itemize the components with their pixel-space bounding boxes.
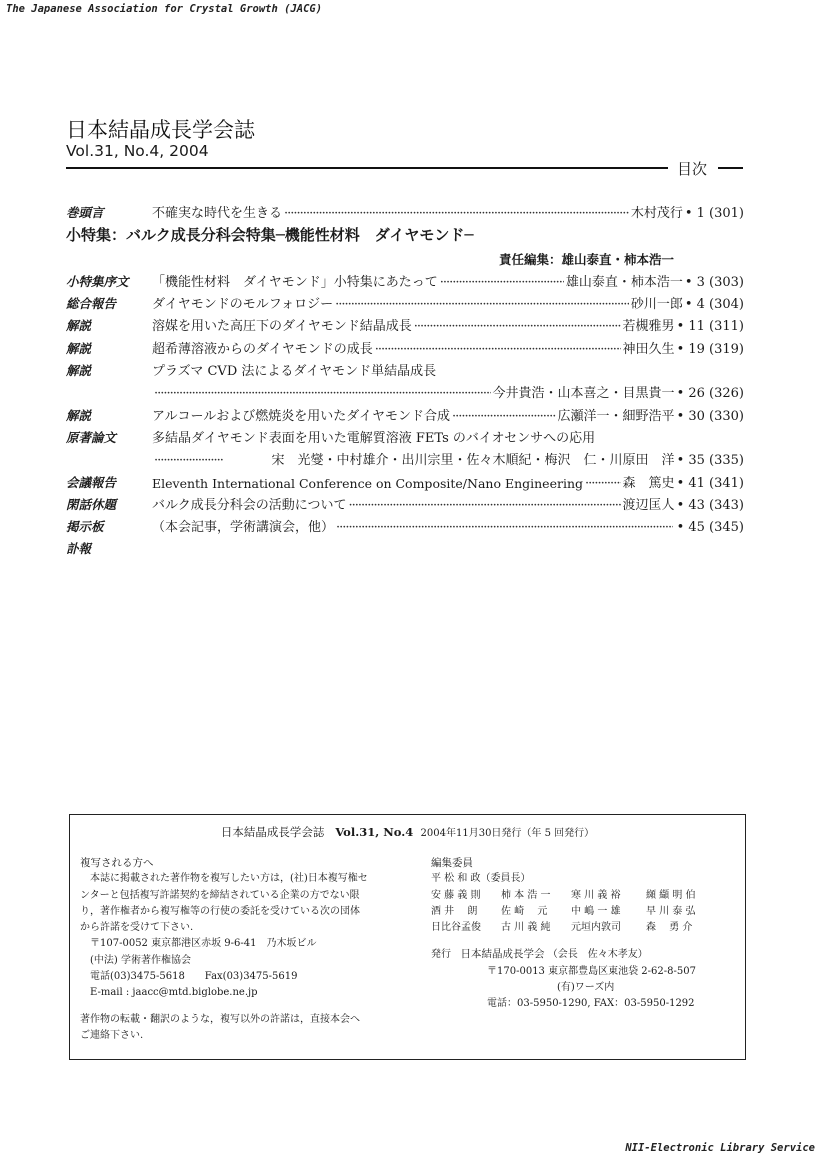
org-address: 〒107-0052 東京都港区赤坂 9-6-41 乃木坂ビル [90, 938, 317, 950]
archive-header: The Japanese Association for Crystal Growth (JACG) [6, 3, 323, 15]
leader-dots [335, 297, 629, 312]
toc-entry-alcohol[interactable] [66, 401, 744, 423]
editor-name: 安 藤 義 則 [431, 889, 481, 901]
editor-name: 森 勇 介 [646, 922, 693, 934]
toc-author: 今井貴浩・山本喜之・目黒貴一 [492, 386, 675, 402]
editor-name: 柿 本 浩 一 [501, 889, 551, 901]
toc-title: 多結晶ダイヤモンド表面を用いた電解質溶液 FETs のバイオセンサへの応用 [152, 430, 596, 446]
copy-heading: 複写される方へ [80, 857, 154, 869]
toc-entry[interactable] [66, 312, 744, 334]
leader-dots [336, 520, 673, 535]
leader-dots [414, 319, 621, 334]
leader-dots [375, 342, 621, 357]
toc-category: 総合報告 [66, 296, 117, 312]
toc-title: 「機能性材料 ダイヤモンド」小特集にあたって [152, 274, 438, 290]
toc-page: • 1 (301) [684, 206, 744, 222]
special-issue-title: 小特集：バルク成長分科会特集─機能性材料 ダイヤモンド─ [66, 226, 474, 245]
toc-title: 溶媒を用いた高圧下のダイヤモンド結晶成長 [152, 319, 412, 335]
editor-name: 日比谷孟俊 [431, 922, 481, 934]
leader-dots [154, 386, 491, 401]
toc-title: Eleventh International Conference on Composite/Nano Engineering [152, 475, 583, 491]
toc-title: 不確実な時代を生きる [152, 206, 283, 222]
editors-grid [431, 888, 741, 937]
toc-category: 解説 [66, 318, 92, 334]
editor-name: 中 嶋 一 雄 [571, 905, 621, 917]
editor-name: 早 川 泰 弘 [646, 905, 696, 917]
toc-title: アルコールおよび燃焼炎を用いたダイヤモンド合成 [152, 408, 450, 424]
toc-title: プラズマ CVD 法によるダイヤモンド単結晶成長 [152, 364, 437, 380]
table-of-contents [66, 199, 744, 557]
toc-entry[interactable] [66, 334, 744, 356]
toc-page: • 35 (335) [676, 453, 744, 469]
copy-text-line: ンターと包括複写許諾契約を締結されている企業の方でない限 [80, 889, 360, 901]
copy-text-line: 本誌に掲載された著作物を複写したい方は，(社)日本複写権セ [90, 873, 368, 885]
journal-title: 日本結晶成長学会誌 [66, 118, 255, 142]
toc-author: 雄山泰直・柿本浩一 [565, 274, 683, 290]
toc-entry-preface[interactable] [66, 199, 744, 221]
leader-dots [154, 453, 224, 468]
editor-name: 寒 川 義 裕 [571, 889, 621, 901]
colophon-box [69, 814, 746, 1060]
editor-name: 元垣内敦司 [571, 922, 621, 934]
publisher-line [431, 946, 741, 963]
leader-dots [284, 206, 629, 221]
toc-entry[interactable] [66, 268, 744, 290]
publisher-president: （会長 佐々木孝友） [547, 949, 648, 961]
publisher-label: 発行 [431, 949, 451, 961]
org-name: (中法) 学術著作権協会 [90, 954, 191, 966]
leader-dots [440, 275, 564, 290]
toc-category: 原著論文 [66, 429, 117, 445]
editor-name: 酒 井 朗 [431, 905, 478, 917]
archive-footer: NII-Electronic Library Service [625, 1142, 815, 1154]
toc-entry[interactable] [66, 491, 744, 513]
toc-title: ダイヤモンドのモルフォロジー [152, 297, 334, 313]
toc-entry-original[interactable] [66, 424, 744, 446]
note-line: 著作物の転載・翻訳のような，複写以外の許諾は，直接本会へ [80, 1013, 360, 1025]
toc-author: 宋 光燮・中村雄介・出川宗里・佐々木順紀・梅沢 仁・川原田 洋 [271, 453, 675, 469]
toc-author: 神田久生 [622, 341, 675, 357]
toc-category: 解説 [66, 363, 92, 379]
editors-heading: 編集委員 [431, 857, 473, 869]
toc-author: 森 篤史 [622, 475, 675, 491]
toc-category: 解説 [66, 407, 92, 423]
toc-page: • 45 (345) [676, 520, 744, 536]
toc-category: 会議報告 [66, 474, 117, 490]
toc-entry-obituary[interactable] [66, 535, 744, 557]
toc-page: • 41 (341) [676, 475, 744, 491]
org-email[interactable]: E-mail : jaacc@mtd.biglobe.ne.jp [90, 987, 258, 999]
note-line: ご連絡下さい. [80, 1029, 144, 1041]
toc-author: 木村茂行 [630, 206, 683, 222]
journal-volume: Vol.31, No.4, 2004 [66, 142, 209, 160]
colophon-volume: Vol.31, No.4 [335, 825, 414, 839]
publisher-company: (有)ワーズ内 [557, 982, 615, 994]
editor-chief: 平 松 和 政（委員長） [431, 873, 531, 885]
toc-page: • 19 (319) [676, 341, 744, 357]
toc-entry-original-authors[interactable] [66, 446, 744, 468]
toc-title: 超希薄溶液からのダイヤモンドの成長 [152, 341, 373, 357]
special-issue-editors: 責任編集：雄山泰直・柿本浩一 [498, 251, 674, 267]
toc-category: 掲示板 [66, 519, 104, 535]
toc-page: • 26 (326) [676, 386, 744, 402]
toc-category: 閑話休題 [66, 496, 117, 512]
copy-text-line: り，著作権者から複写権等の行使の委託を受けている次の団体 [80, 905, 360, 917]
leader-dots [452, 409, 556, 424]
toc-category: 訃報 [66, 541, 92, 557]
org-phone: 電話(03)3475-5618 Fax(03)3475-5619 [90, 971, 298, 983]
editor-name: 佐 崎 元 [501, 905, 548, 917]
toc-category: 小特集序文 [66, 273, 129, 289]
toc-author: 広瀬洋一・細野浩平 [557, 408, 675, 424]
toc-category: 解説 [66, 340, 92, 356]
editor-name: 纐 纈 明 伯 [646, 889, 696, 901]
toc-entry[interactable] [66, 290, 744, 312]
title-rule-end [718, 167, 743, 169]
toc-author: 若槻雅男 [622, 319, 675, 335]
toc-page: • 3 (303) [684, 274, 744, 290]
toc-page: • 4 (304) [684, 297, 744, 313]
toc-page: • 43 (343) [676, 497, 744, 513]
colophon-header [70, 824, 745, 840]
toc-category: 巻頭言 [66, 205, 104, 221]
toc-entry-cvd[interactable] [66, 357, 744, 379]
colophon-date: 2004年11月30日発行（年 5 回発行） [420, 828, 595, 839]
toc-author: 砂川一郎 [630, 297, 683, 313]
copy-notice [80, 855, 410, 1044]
contents-label: 目次 [677, 160, 708, 178]
colophon-title: 日本結晶成長学会誌 [220, 825, 325, 839]
toc-author: 渡辺匡人 [622, 497, 675, 513]
editorial-board [431, 855, 741, 1013]
toc-page: • 30 (330) [676, 408, 744, 424]
toc-entry[interactable] [66, 513, 744, 535]
toc-entry-cvd-authors[interactable] [66, 379, 744, 401]
copy-text-line: から許諾を受けて下さい. [80, 922, 194, 934]
toc-title: バルク成長分科会の活動について [152, 497, 347, 513]
title-rule [66, 167, 668, 169]
publisher-name: 日本結晶成長学会 [460, 948, 545, 961]
toc-entry[interactable] [66, 468, 744, 490]
leader-dots [585, 476, 621, 491]
publisher-address: 〒170-0013 東京都豊島区東池袋 2-62-8-507 [487, 965, 696, 977]
leader-dots [348, 498, 620, 513]
publisher-phone: 電話：03-5950-1290, FAX：03-5950-1292 [487, 998, 695, 1010]
toc-title: （本会記事，学術講演会，他） [152, 520, 335, 536]
editor-name: 古 川 義 純 [501, 922, 551, 934]
toc-page: • 11 (311) [676, 319, 744, 335]
